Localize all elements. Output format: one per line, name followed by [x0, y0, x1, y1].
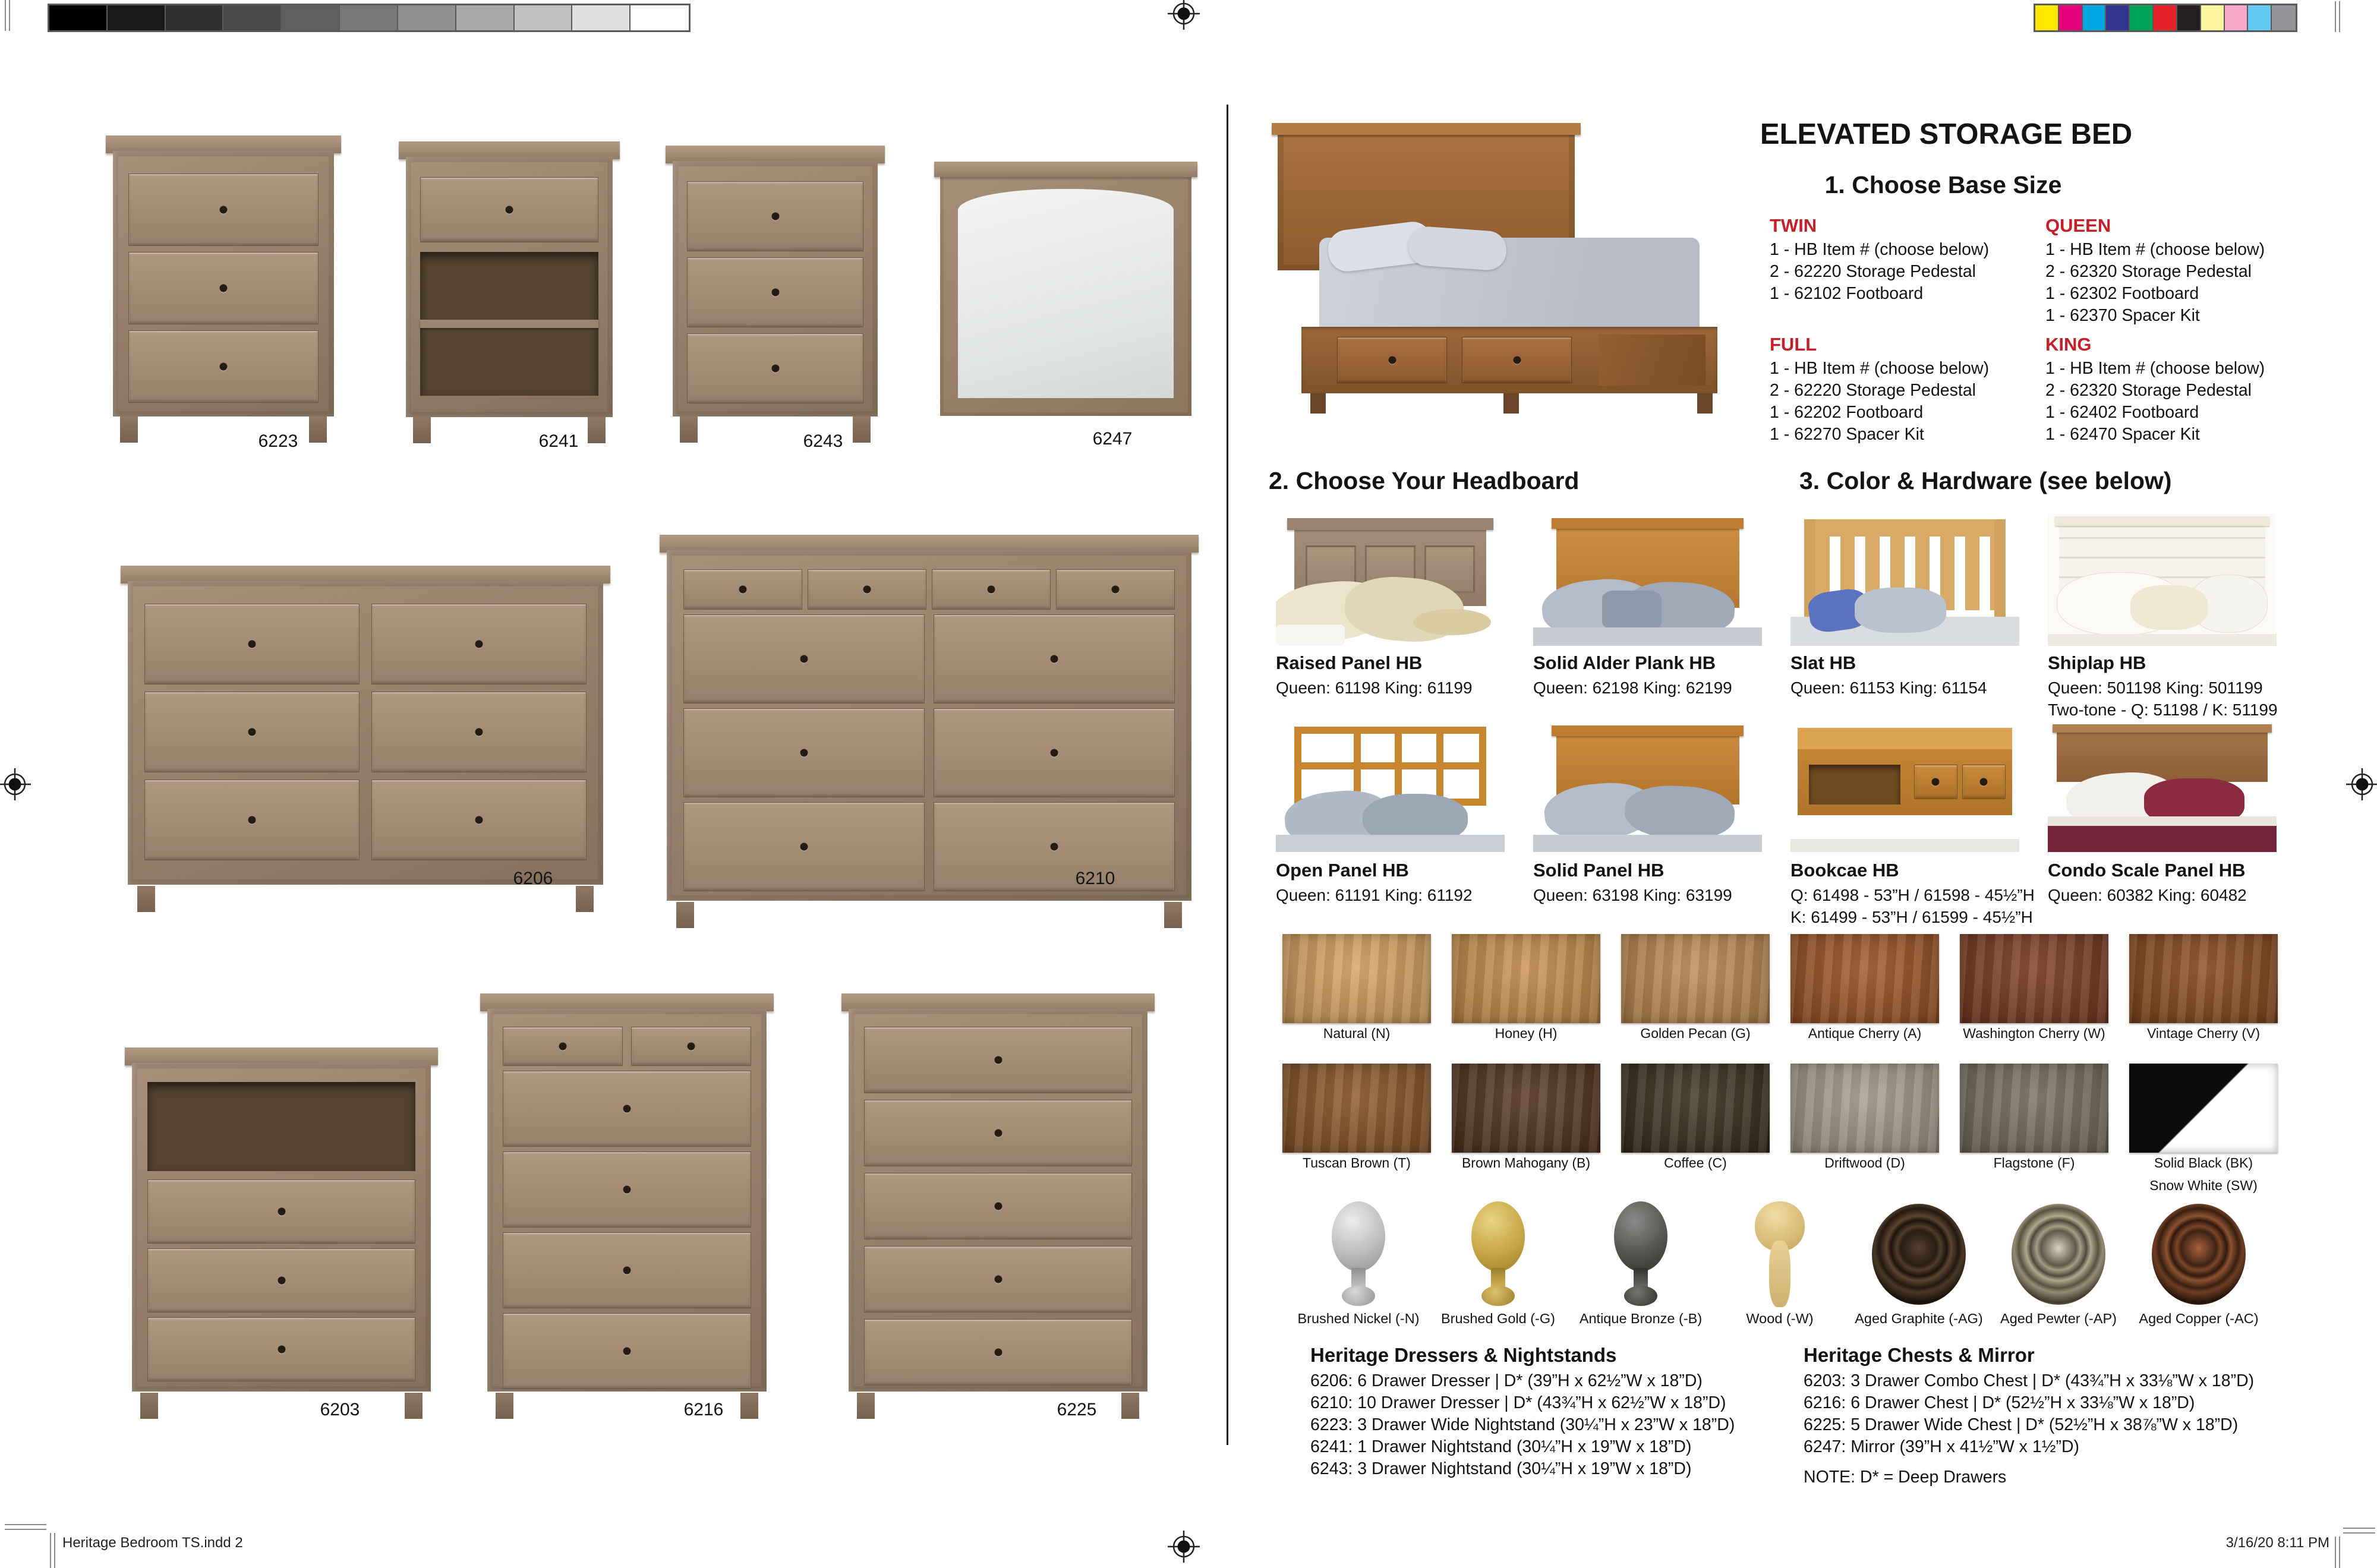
- drawer: [503, 1232, 751, 1308]
- crop-mark: [2339, 1, 2340, 32]
- bed-sheet: [2048, 816, 2277, 826]
- headboard-name: Solid Alder Plank HB: [1533, 652, 1716, 673]
- gray-swatch: [108, 5, 166, 30]
- registration-mark-icon: [1168, 1531, 1200, 1563]
- bedding: [1790, 839, 2019, 852]
- bedding: [1533, 835, 1762, 852]
- size-twin-line: 2 - 62220 Storage Pedestal: [1770, 262, 1976, 281]
- list-line: 6241: 1 Drawer Nightstand (30¼”H x 19”W x 18”D): [1310, 1437, 1692, 1456]
- headboard-condo-scale-panel-photo: [2048, 720, 2277, 852]
- color-swatch: [2248, 5, 2272, 30]
- crop-mark: [50, 1533, 51, 1568]
- headboard-numbers: Two-tone - Q: 51198 / K: 51199: [2048, 701, 2278, 719]
- page-title: ELEVATED STORAGE BED: [1760, 118, 2133, 150]
- drawer: [144, 604, 360, 684]
- finish-swatch-vintage-cherry: [2129, 934, 2278, 1023]
- headboard-name: Solid Panel HB: [1533, 860, 1664, 881]
- finish-swatch-golden-pecan: [1621, 934, 1770, 1023]
- knob-neck: [1351, 1268, 1366, 1288]
- list-line: 6223: 3 Drawer Wide Nightstand (30¼”H x 23”W x 18”D): [1310, 1415, 1735, 1434]
- size-queen-line: 2 - 62320 Storage Pedestal: [2045, 262, 2252, 281]
- size-king-line: 1 - 62470 Spacer Kit: [2045, 425, 2200, 444]
- finish-swatch-antique-cherry: [1790, 934, 1939, 1023]
- drawer: [932, 569, 1051, 610]
- crop-mark: [2343, 1528, 2375, 1529]
- finish-label: Washington Cherry (W): [1963, 1026, 2105, 1041]
- headboard-numbers: Queen: 62198 King: 62199: [1533, 679, 1732, 697]
- item-number-label: 6216: [683, 1400, 724, 1419]
- size-twin-line: 1 - HB Item # (choose below): [1770, 240, 1990, 259]
- drawer: [683, 614, 925, 703]
- headboard-numbers: Queen: 60382 King: 60482: [2048, 886, 2247, 904]
- furniture-leg: [1121, 1393, 1139, 1419]
- headboard-raised-panel-photo: [1276, 514, 1505, 646]
- color-swatch: [2059, 5, 2083, 30]
- hardware-label: Aged Pewter (-AP): [2000, 1311, 2117, 1326]
- drawer: [371, 692, 587, 772]
- accent-pillow: [1602, 591, 1662, 630]
- gray-swatch: [630, 5, 689, 30]
- finish-swatch-coffee: [1621, 1064, 1770, 1153]
- storage-bed-photo: [1266, 116, 1726, 446]
- size-full-line: 2 - 62220 Storage Pedestal: [1770, 381, 1976, 400]
- headboard-name: Raised Panel HB: [1276, 652, 1423, 673]
- finish-label: Driftwood (D): [1824, 1155, 1905, 1171]
- headboard-top-surface: [1798, 728, 2013, 749]
- gray-swatch: [166, 5, 224, 30]
- knob-base: [1342, 1286, 1375, 1306]
- furniture-leg: [413, 417, 431, 443]
- drawer: [503, 1071, 751, 1147]
- list-line: 6247: Mirror (39”H x 41½”W x 1½”D): [1804, 1437, 2080, 1456]
- bed-sheet: [1276, 624, 1345, 646]
- drawer: [371, 604, 587, 684]
- furniture-leg: [857, 1393, 875, 1419]
- drawer: [808, 569, 926, 610]
- furniture-leg: [120, 417, 138, 443]
- headboard-numbers: Q: 61498 - 53”H / 61598 - 45½”H: [1790, 886, 2035, 904]
- knob-stem: [1769, 1241, 1790, 1307]
- drawer: [1056, 569, 1175, 610]
- size-twin-heading: TWIN: [1770, 215, 1817, 236]
- finish-swatch-honey: [1452, 934, 1600, 1023]
- drawer: [864, 1100, 1132, 1166]
- footer-datetime: 3/16/20 8:11 PM: [2225, 1535, 2329, 1551]
- crop-mark: [5, 1524, 46, 1525]
- bed-pillow: [1407, 225, 1508, 271]
- frame-rail: [1301, 762, 1479, 769]
- color-swatch: [2272, 5, 2296, 30]
- drawer: [934, 802, 1175, 891]
- knob-base: [1481, 1286, 1515, 1306]
- color-swatch: [2201, 5, 2225, 30]
- headboard-cap: [1287, 518, 1493, 530]
- item-number-label: 6210: [1075, 869, 1115, 888]
- color-swatch: [2035, 5, 2059, 30]
- color-swatch: [2177, 5, 2201, 30]
- furniture-leg: [137, 886, 155, 912]
- gray-swatch: [456, 5, 515, 30]
- drawer: [864, 1246, 1132, 1313]
- drawer: [934, 708, 1175, 797]
- drawer: [934, 614, 1175, 703]
- bed-footboard-panel: [1599, 335, 1705, 386]
- drawer: [864, 1173, 1132, 1239]
- finish-swatch-flagstone: [1960, 1064, 2108, 1153]
- finish-label: Flagstone (F): [1993, 1155, 2075, 1171]
- headboard-name: Slat HB: [1790, 652, 1856, 673]
- frame-mullion: [1436, 731, 1443, 802]
- drawer: [687, 181, 863, 251]
- knob-neck: [1634, 1268, 1648, 1288]
- furniture-leg: [405, 1393, 423, 1419]
- headboard-numbers: K: 61499 - 53”H / 61599 - 45½”H: [1790, 908, 2033, 926]
- headboard-cap: [1552, 725, 1744, 736]
- drawer: [503, 1313, 751, 1389]
- list-line: 6216: 6 Drawer Chest | D* (52½”H x 33⅛”W x 18”D): [1804, 1393, 2195, 1412]
- bed-headboard-cap: [1272, 123, 1581, 135]
- list-heading-chests-mirror: Heritage Chests & Mirror: [1804, 1344, 2035, 1366]
- headboard-solid-panel-photo: [1533, 720, 1762, 852]
- size-queen-heading: QUEEN: [2045, 215, 2111, 236]
- item-number-label: 6203: [320, 1400, 360, 1419]
- drawer: [683, 802, 925, 891]
- crop-mark: [5, 1529, 46, 1530]
- headboard-numbers: Queen: 63198 King: 63199: [1533, 886, 1732, 904]
- knob-neck: [1491, 1268, 1505, 1288]
- finish-label: Vintage Cherry (V): [2146, 1026, 2261, 1041]
- headboard-numbers: Queen: 501198 King: 501199: [2048, 679, 2263, 697]
- furniture-leg: [676, 902, 694, 928]
- crop-mark: [2335, 1, 2336, 32]
- hardware-label: Aged Copper (-AC): [2139, 1311, 2259, 1326]
- accent-pillow: [2130, 585, 2208, 630]
- bolster-pillow: [1413, 609, 1491, 635]
- hardware-label: Wood (-W): [1746, 1311, 1814, 1326]
- drawer: [371, 780, 587, 860]
- drawer: [1962, 765, 2006, 799]
- size-full-line: 1 - 62270 Spacer Kit: [1770, 425, 1924, 444]
- size-king-line: 1 - 62402 Footboard: [2045, 403, 2199, 422]
- bed-leg: [1697, 393, 1713, 414]
- furniture-leg: [1164, 902, 1182, 928]
- knob-brushed-nickel-photo: [1323, 1201, 1394, 1308]
- headboard-open-panel-photo: [1276, 720, 1505, 852]
- headboard-name: Condo Scale Panel HB: [2048, 860, 2246, 881]
- knob-base: [1624, 1286, 1657, 1306]
- bed-leg: [1310, 393, 1326, 414]
- frame-mullion: [1395, 731, 1402, 802]
- size-king-line: 2 - 62320 Storage Pedestal: [2045, 381, 2252, 400]
- drawer: [128, 252, 319, 324]
- headboard-numbers: Queen: 61191 King: 61192: [1276, 886, 1473, 904]
- gray-swatch: [49, 5, 108, 30]
- deep-drawers-note: NOTE: D* = Deep Drawers: [1804, 1468, 2007, 1487]
- headboard-name: Shiplap HB: [2048, 652, 2146, 673]
- headboard-shiplap-photo: [2048, 514, 2277, 646]
- step1-heading: 1. Choose Base Size: [1824, 171, 2062, 198]
- bedding: [1533, 627, 1762, 646]
- mirror-6247-photo: [940, 162, 1191, 416]
- headboard-numbers: Queen: 61153 King: 61154: [1790, 679, 1987, 697]
- size-king-heading: KING: [2045, 334, 2092, 355]
- page-divider: [1227, 105, 1228, 1445]
- blanket: [2048, 826, 2277, 852]
- nightstand-6241-photo: [406, 141, 613, 443]
- headboard-cap: [1552, 518, 1744, 529]
- nightstand-6223-photo: [113, 135, 334, 443]
- hardware-label: Brushed Gold (-G): [1441, 1311, 1555, 1326]
- drawer: [1337, 337, 1447, 383]
- furniture-leg: [576, 886, 594, 912]
- crop-mark: [2335, 1537, 2336, 1568]
- furniture-leg: [496, 1393, 513, 1419]
- knob-brushed-gold-photo: [1462, 1201, 1534, 1308]
- registration-mark-icon: [0, 768, 31, 800]
- size-queen-line: 1 - 62302 Footboard: [2045, 284, 2199, 303]
- item-number-label: 6243: [803, 431, 843, 451]
- item-number-label: 6223: [258, 431, 298, 451]
- chest-6225-photo: [849, 993, 1147, 1419]
- finish-swatch-solid-black-snow-white: [2129, 1064, 2278, 1153]
- color-swatch: [2154, 5, 2177, 30]
- drawer: [420, 177, 598, 242]
- furniture-leg: [140, 1393, 158, 1419]
- crop-mark: [2343, 1532, 2375, 1534]
- item-number-label: 6241: [538, 431, 579, 451]
- hardware-label: Antique Bronze (-B): [1579, 1311, 1703, 1326]
- grayscale-calibration-bar: [48, 4, 691, 32]
- finish-swatch-washington-cherry: [1960, 934, 2108, 1023]
- crop-mark: [54, 1533, 55, 1568]
- crop-mark: [5, 0, 6, 31]
- bed-leg: [1503, 393, 1519, 414]
- headboard-bookcase-photo: [1790, 720, 2019, 852]
- step2-heading: 2. Choose Your Headboard: [1269, 467, 1580, 494]
- shelf-board: [420, 320, 598, 328]
- drawer: [631, 1027, 751, 1066]
- finish-swatch-tuscan-brown: [1282, 1064, 1431, 1153]
- color-swatch: [2225, 5, 2249, 30]
- knob-aged-graphite-photo: [1872, 1204, 1966, 1305]
- mirror-crown: [934, 162, 1197, 177]
- furniture-leg: [680, 417, 698, 443]
- size-full-heading: FULL: [1770, 334, 1817, 355]
- drawer: [687, 257, 863, 327]
- gray-swatch: [515, 5, 573, 30]
- finish-label: Solid Black (BK): [2154, 1155, 2253, 1171]
- nightstand-6243-photo: [673, 146, 878, 443]
- item-number-label: 6225: [1057, 1400, 1097, 1419]
- drawer: [147, 1317, 415, 1381]
- drawer: [144, 692, 360, 772]
- gray-swatch: [398, 5, 456, 30]
- registration-mark-icon: [2346, 768, 2377, 800]
- size-queen-line: 1 - 62370 Spacer Kit: [2045, 306, 2200, 325]
- bedding: [2048, 634, 2277, 646]
- size-queen-line: 1 - HB Item # (choose below): [2045, 240, 2265, 259]
- size-full-line: 1 - 62202 Footboard: [1770, 403, 1924, 422]
- chest-6203-photo: [132, 1048, 431, 1419]
- drawer: [864, 1027, 1132, 1093]
- headboard-solid-alder-plank-photo: [1533, 514, 1762, 646]
- knob-head: [1332, 1201, 1385, 1272]
- pillow: [1855, 588, 1946, 632]
- drawer: [683, 569, 802, 610]
- headboard-cap: [2053, 724, 2272, 733]
- size-twin-line: 1 - 62102 Footboard: [1770, 284, 1924, 303]
- finish-label: Tuscan Brown (T): [1303, 1155, 1411, 1171]
- drawer: [1462, 337, 1572, 383]
- headboard-wood: [2057, 727, 2267, 782]
- drawer: [128, 173, 319, 246]
- bedding: [1276, 835, 1505, 852]
- color-swatch: [2130, 5, 2154, 30]
- finish-label: Honey (H): [1495, 1026, 1558, 1041]
- finish-label: Brown Mahogany (B): [1461, 1155, 1591, 1171]
- registration-mark-icon: [1168, 0, 1200, 30]
- knob-wood-photo: [1744, 1201, 1815, 1308]
- drawer: [147, 1179, 415, 1244]
- finish-label: Golden Pecan (G): [1640, 1026, 1751, 1041]
- item-number-label: 6206: [513, 869, 553, 888]
- headboard-slat-photo: [1790, 514, 2019, 646]
- size-king-line: 1 - HB Item # (choose below): [2045, 359, 2265, 378]
- hardware-label: Aged Graphite (-AG): [1855, 1311, 1983, 1326]
- step3-heading: 3. Color & Hardware (see below): [1799, 467, 2172, 494]
- list-line: 6210: 10 Drawer Dresser | D* (43¾”H x 62½”W x 18”D): [1310, 1393, 1726, 1412]
- gray-swatch: [340, 5, 398, 30]
- list-line: 6203: 3 Drawer Combo Chest | D* (43¾”H x 33⅛”W x 18”D): [1804, 1371, 2255, 1390]
- knob-aged-copper-photo: [2152, 1204, 2246, 1305]
- list-line: 6206: 6 Drawer Dresser | D* (39”H x 62½”W x 18”D): [1310, 1371, 1703, 1390]
- dresser-6206-photo: [128, 566, 603, 912]
- list-line: 6225: 5 Drawer Wide Chest | D* (52½”H x 38⅞”W x 18”D): [1804, 1415, 2239, 1434]
- finish-label: Snow White (SW): [2149, 1178, 2258, 1193]
- finish-swatch-natural: [1282, 934, 1431, 1023]
- drawer: [687, 333, 863, 403]
- chest-6216-photo: [487, 993, 767, 1419]
- knob-antique-bronze-photo: [1605, 1201, 1676, 1308]
- finish-label: Natural (N): [1323, 1026, 1391, 1041]
- drawer: [503, 1151, 751, 1228]
- headboard-name: Bookcae HB: [1790, 860, 1899, 881]
- drawer: [503, 1027, 623, 1066]
- knob-head: [1471, 1201, 1525, 1272]
- headboard-cap: [2055, 516, 2270, 526]
- drawer: [1914, 765, 1957, 799]
- finish-swatch-brown-mahogany: [1452, 1064, 1600, 1153]
- color-swatch: [2083, 5, 2107, 30]
- size-full-line: 1 - HB Item # (choose below): [1770, 359, 1990, 378]
- hardware-label: Brushed Nickel (-N): [1297, 1311, 1420, 1326]
- drawer: [147, 1248, 415, 1313]
- open-shelf: [147, 1082, 415, 1171]
- crop-mark: [9, 0, 10, 31]
- headboard-post: [1994, 519, 2006, 622]
- drawer: [128, 330, 319, 403]
- finish-swatch-driftwood: [1790, 1064, 1939, 1153]
- gray-swatch: [223, 5, 282, 30]
- mirror-glass: [958, 189, 1174, 398]
- color-swatch: [2106, 5, 2130, 30]
- drawer: [683, 708, 925, 797]
- open-cubby: [1809, 765, 1900, 804]
- crop-mark: [2339, 1537, 2340, 1568]
- gray-swatch: [282, 5, 340, 30]
- finish-label: Coffee (C): [1664, 1155, 1727, 1171]
- list-line: 6243: 3 Drawer Nightstand (30¼”H x 19”W x 18”D): [1310, 1459, 1692, 1478]
- headboard-name: Open Panel HB: [1276, 860, 1409, 881]
- gray-swatch: [572, 5, 630, 30]
- drawer: [864, 1319, 1132, 1386]
- furniture-leg: [740, 1393, 758, 1419]
- list-heading-dressers-nightstands: Heritage Dressers & Nightstands: [1310, 1344, 1617, 1366]
- knob-head: [1614, 1201, 1667, 1272]
- item-number-label: 6247: [1092, 429, 1133, 449]
- finish-label: Antique Cherry (A): [1808, 1026, 1922, 1041]
- footer-filename: Heritage Bedroom TS.indd 2: [62, 1535, 243, 1551]
- headboard-numbers: Queen: 61198 King: 61199: [1276, 679, 1473, 697]
- color-calibration-bar: [2034, 4, 2297, 32]
- drawer: [144, 780, 360, 860]
- headboard-top-rail: [1804, 519, 2006, 537]
- knob-aged-pewter-photo: [2012, 1204, 2105, 1305]
